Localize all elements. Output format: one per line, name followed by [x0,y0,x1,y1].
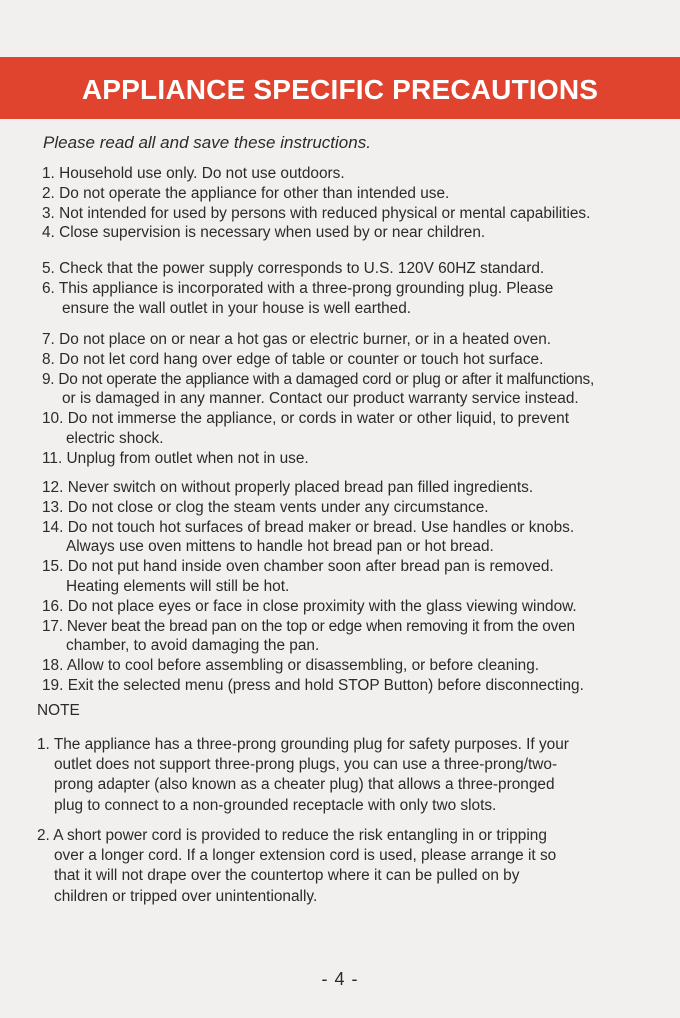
list-item: 18. Allow to cool before assembling or disassembling, or before cleaning. [42,657,540,675]
list-item: 3. Not intended for used by persons with reduced physical or mental capabilities. [42,204,591,222]
list-item: 16. Do not place eyes or face in close proximity with the glass viewing window. [42,597,577,615]
list-item: 2. A short power cord is provided to reduce the risk entangling in or tripping over a longer cord. If a longer extension cord is used, please arrange it so that it will not drape over the countertop where it can be pulled on by children or tripped over unintentionally. [37,827,557,905]
list-item: 2. Do not operate the appliance for other than intended use. [42,184,450,202]
list-item: 9. Do not operate the appliance with a damaged cord or plug or after it malfunctions, or is damaged in any manner. Contact our product warranty service instead. [42,370,594,408]
intro-text: Please read all and save these instructions. [43,133,371,152]
list-item: 12. Never switch on without properly placed bread pan filled ingredients. [42,479,534,496]
page-number: - 4 - [321,969,359,989]
list-item: 11. Unplug from outlet when not in use. [42,449,309,467]
list-item: 10. Do not immerse the appliance, or cords in water or other liquid, to prevent electric shock. [42,410,569,447]
list-item: 4. Close supervision is necessary when used by or near children. [42,224,486,242]
header-banner [0,57,680,119]
precautions-list-group-4 [42,478,622,696]
list-item: 8. Do not let cord hang over edge of table or counter or touch hot surface. [42,350,544,368]
precautions-list-group-2 [42,259,622,318]
note-heading: NOTE [37,702,80,719]
note-item-2 [37,826,617,907]
list-item: 6. This appliance is incorporated with a three-prong grounding plug. Please ensure the wall outlet in your house is well earthed. [42,279,554,317]
page-title: APPLIANCE SPECIFIC PRECAUTIONS [81,74,599,105]
list-item: 15. Do not put hand inside oven chamber soon after bread pan is removed. Heating elements will still be hot. [42,558,554,595]
list-item: 1. Household use only. Do not use outdoors. [42,165,345,182]
list-item: 5. Check that the power supply corresponds to U.S. 120V 60HZ standard. [42,260,545,277]
list-item: 14. Do not touch hot surfaces of bread maker or bread. Use handles or knobs. Always use oven mittens to handle hot bread pan or hot bread. [42,518,575,556]
list-item: 7. Do not place on or near a hot gas or electric burner, or in a heated oven. [42,331,552,348]
list-item: 19. Exit the selected menu (press and hold STOP Button) before disconnecting. [42,676,584,694]
list-item: 13. Do not close or clog the steam vents under any circumstance. [42,498,489,516]
note-item-1 [37,735,617,816]
list-item: 17. Never beat the bread pan on the top or edge when removing it from the oven chamber, to avoid damaging the pan. [42,617,575,655]
precautions-list-group-3 [42,330,622,469]
list-item: 1. The appliance has a three-prong grounding plug for safety purposes. If your outlet does not support three-prong plugs, you can use a three-prong/two- prong adapter (also known as a cheater plug) that allows a three-pronged plug to connect to a non-grounded receptacle with only two slots. [37,736,569,814]
precautions-list-group-1 [42,164,622,243]
